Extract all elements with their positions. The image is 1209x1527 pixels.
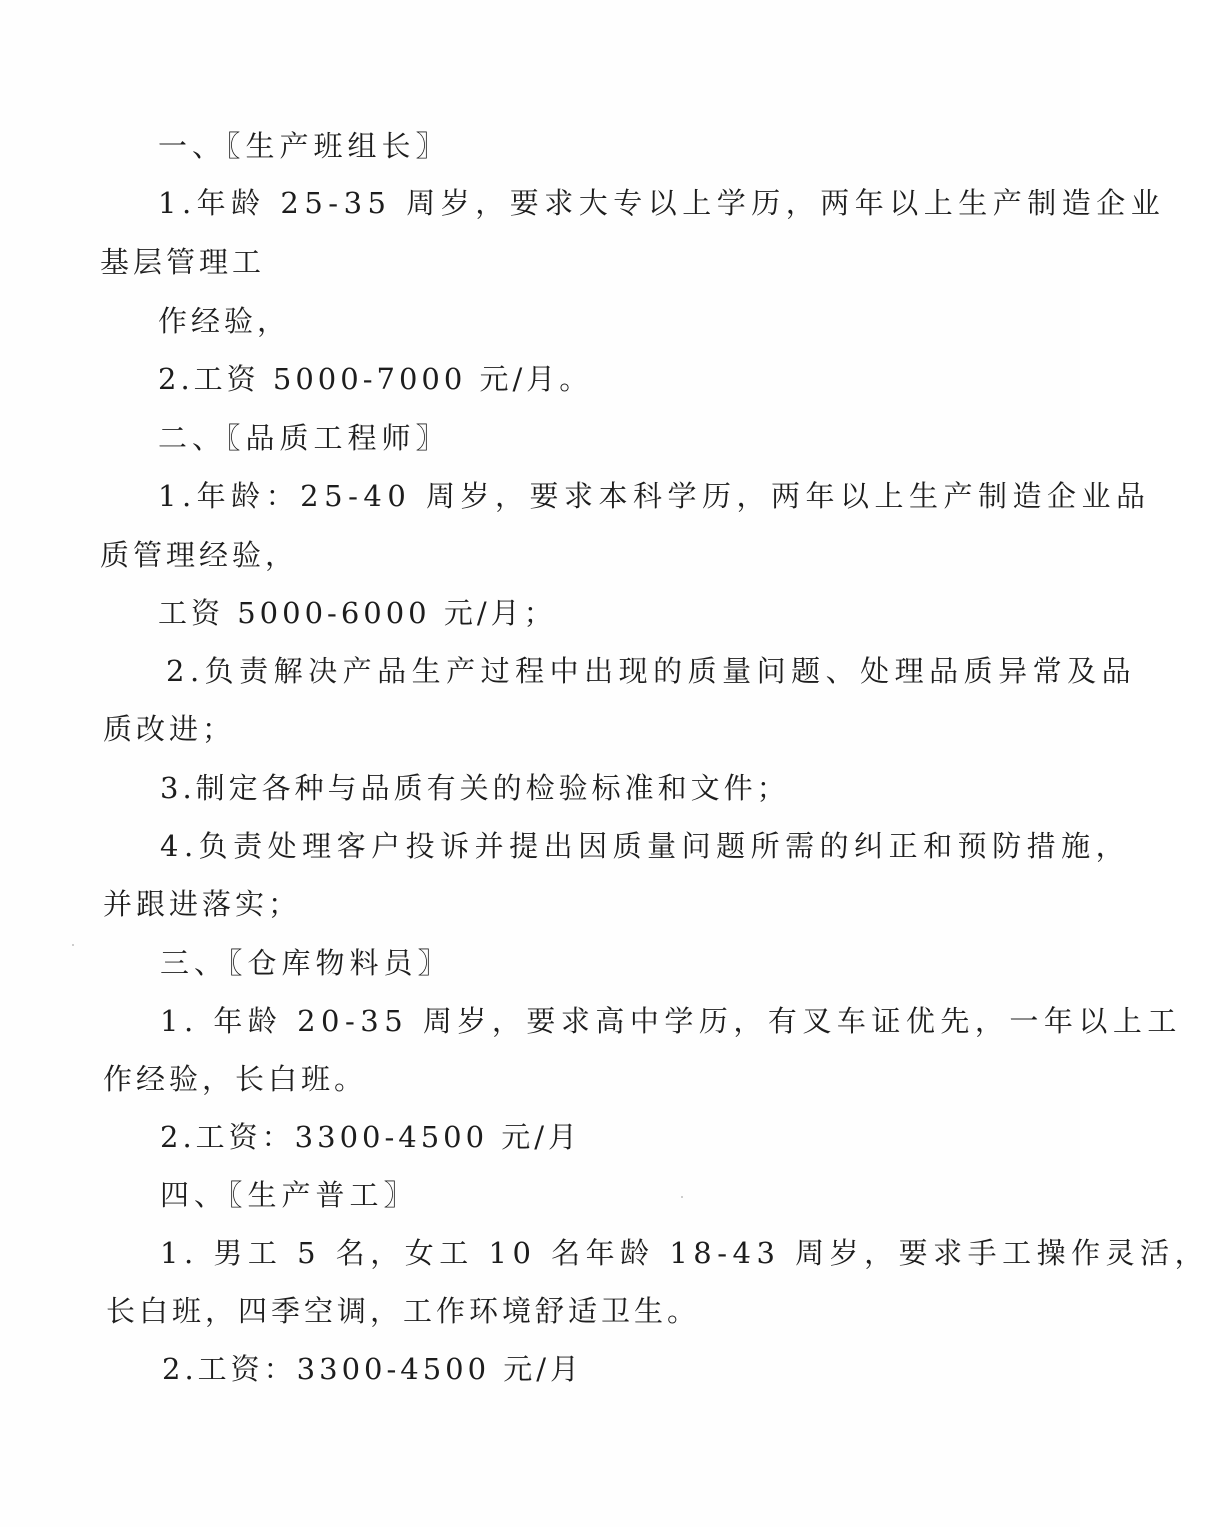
paragraph-line: 质管理经验， xyxy=(100,538,299,572)
scan-speck xyxy=(681,1196,683,1198)
paragraph-line: 1.年龄：25-40 周岁，要求本科学历，两年以上生产制造企业品 xyxy=(158,479,1151,513)
paragraph-line: 3.制定各种与品质有关的检验标准和文件； xyxy=(160,771,790,805)
paragraph-line: 1. 年龄 20-35 周岁，要求高中学历，有叉车证优先，一年以上工 xyxy=(160,1004,1182,1038)
paragraph-line: 长白班，四季空调，工作环境舒适卫生。 xyxy=(106,1294,701,1328)
paragraph-line: 1. 男工 5 名，女工 10 名年龄 18-43 周岁，要求手工操作灵活， xyxy=(160,1236,1209,1270)
scan-speck xyxy=(72,944,74,946)
paragraph-line: 2.工资 5000-7000 元/月。 xyxy=(158,362,593,396)
paragraph-line: 基层管理工 xyxy=(100,245,266,279)
paragraph-line: 作经验，长白班。 xyxy=(103,1062,368,1096)
paragraph-line: 作经验， xyxy=(158,304,291,338)
section-heading: 一、〖生产班组长〗 xyxy=(158,129,450,163)
section-heading: 四、〖生产普工〗 xyxy=(160,1178,418,1212)
paragraph-line: 1.年龄 25-35 周岁，要求大专以上学历，两年以上生产制造企业 xyxy=(158,186,1166,220)
paragraph-line: 2.负责解决产品生产过程中出现的质量问题、处理品质异常及品 xyxy=(166,654,1137,688)
section-heading: 二、〖品质工程师〗 xyxy=(158,421,450,455)
section-heading: 三、〖仓库物料员〗 xyxy=(160,946,452,980)
paragraph-line: 工资 5000-6000 元/月； xyxy=(158,596,557,630)
paragraph-line: 2.工资：3300-4500 元/月 xyxy=(160,1120,582,1154)
paragraph-line: 4.负责处理客户投诉并提出因质量问题所需的纠正和预防措施， xyxy=(160,829,1131,863)
paragraph-line: 2.工资：3300-4500 元/月 xyxy=(162,1352,584,1386)
paragraph-line: 质改进； xyxy=(103,712,236,746)
paragraph-line: 并跟进落实； xyxy=(103,887,302,921)
